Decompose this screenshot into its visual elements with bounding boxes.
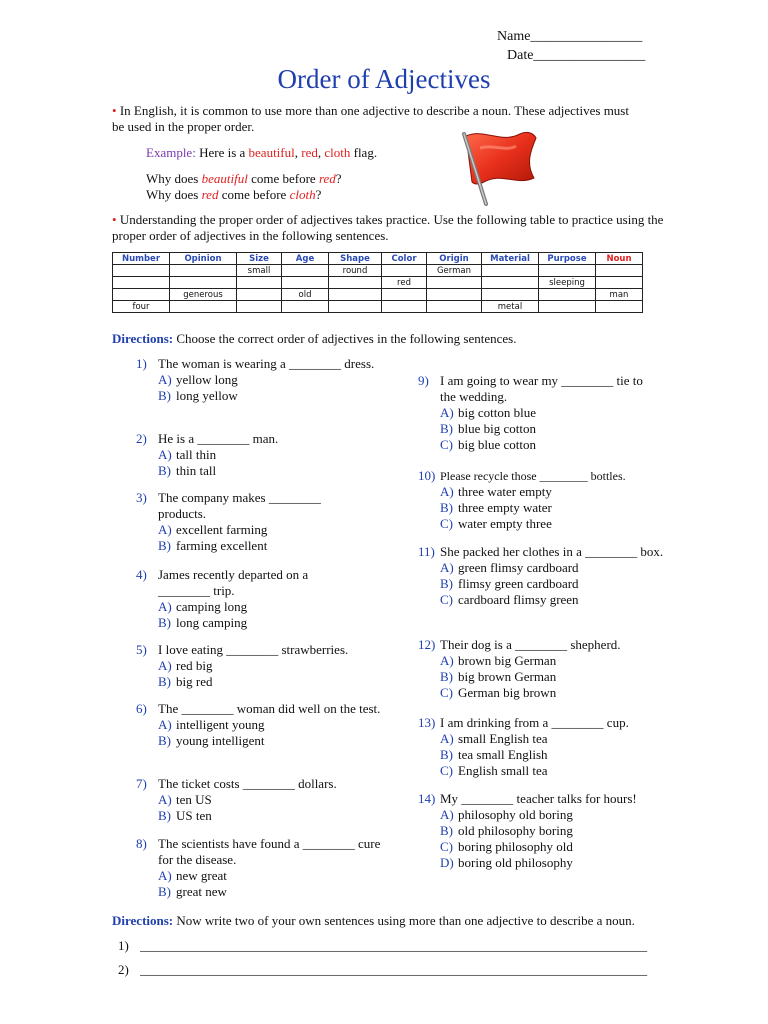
option-text: flimsy green cardboard xyxy=(458,576,579,591)
answer-option[interactable] xyxy=(158,717,381,733)
option-text: boring old philosophy xyxy=(458,855,573,870)
option-letter: C) xyxy=(440,516,453,531)
why-text: Why does xyxy=(146,187,202,202)
answer-option[interactable] xyxy=(158,733,381,749)
example-comma: , xyxy=(294,145,302,160)
question-number: 13) xyxy=(418,715,436,730)
question-text: Their dog is a ________ shepherd. xyxy=(440,637,621,652)
table-cell xyxy=(329,277,382,289)
write-line-blank: ______________________________________________________________________________ xyxy=(140,938,648,953)
directions-text: Now write two of your own sentences using more than one adjective to describe a noun. xyxy=(173,913,635,928)
why-text: come before xyxy=(218,187,290,202)
answer-option[interactable] xyxy=(158,372,376,388)
option-letter: B) xyxy=(440,823,453,838)
answer-option[interactable] xyxy=(158,808,386,824)
option-text: philosophy old boring xyxy=(458,807,573,822)
answer-option[interactable] xyxy=(158,884,386,900)
option-letter: A) xyxy=(440,653,454,668)
example-text: Here is a xyxy=(195,145,249,160)
question-10 xyxy=(418,468,688,532)
why-text: ? xyxy=(335,171,342,186)
option-text: English small tea xyxy=(458,763,548,778)
option-text: thin tall xyxy=(176,463,217,478)
bullet: • xyxy=(112,212,117,227)
question-text: She packed her clothes in a ________ box. xyxy=(440,544,664,559)
answer-option[interactable] xyxy=(158,868,386,884)
table-cell xyxy=(113,277,170,289)
col-age: Age xyxy=(282,253,329,265)
example-comma: , xyxy=(317,145,325,160)
answer-option[interactable] xyxy=(158,538,356,554)
question-13 xyxy=(418,715,678,779)
table-cell xyxy=(329,301,382,313)
table-row xyxy=(113,277,643,289)
example-word-beautiful: beautiful xyxy=(248,145,295,160)
option-text: old philosophy boring xyxy=(458,823,573,838)
question-text: The company makes ________ products. xyxy=(158,490,321,521)
question-number: 5) xyxy=(136,642,147,657)
date-field-label: Date________________ xyxy=(507,48,646,63)
answer-option[interactable] xyxy=(440,437,658,453)
question-number: 9) xyxy=(418,373,429,388)
option-letter: B) xyxy=(158,884,171,899)
directions-2 xyxy=(112,913,635,929)
intro-paragraph xyxy=(112,103,632,135)
table-cell xyxy=(113,265,170,277)
option-letter: A) xyxy=(158,599,172,614)
why-question-2 xyxy=(146,187,321,203)
table-cell: metal xyxy=(482,301,539,313)
option-text: green flimsy cardboard xyxy=(458,560,579,575)
option-text: blue big cotton xyxy=(458,421,536,436)
adjective-order-table xyxy=(112,252,643,313)
table-cell xyxy=(237,301,282,313)
option-letter: B) xyxy=(158,615,171,630)
col-origin: Origin xyxy=(427,253,482,265)
answer-option[interactable] xyxy=(440,669,678,685)
option-text: young intelligent xyxy=(176,733,265,748)
option-letter: B) xyxy=(440,421,453,436)
example-word-cloth: cloth xyxy=(324,145,351,160)
question-number: 3) xyxy=(136,490,147,505)
option-letter: B) xyxy=(158,538,171,553)
table-cell: sleeping xyxy=(539,277,596,289)
option-text: big cotton blue xyxy=(458,405,536,420)
table-cell: small xyxy=(237,265,282,277)
table-header-row xyxy=(113,253,643,265)
option-letter: A) xyxy=(158,372,172,387)
question-text: My ________ teacher talks for hours! xyxy=(440,791,637,806)
option-letter: B) xyxy=(158,463,171,478)
question-number: 11) xyxy=(418,544,435,559)
table-row xyxy=(113,301,643,313)
example-text: flag. xyxy=(350,145,378,160)
option-letter: B) xyxy=(440,576,453,591)
answer-option[interactable] xyxy=(158,447,376,463)
question-3 xyxy=(136,490,356,554)
question-text: I love eating ________ strawberries. xyxy=(158,642,349,657)
option-letter: A) xyxy=(440,731,454,746)
question-6 xyxy=(136,701,381,749)
question-11 xyxy=(418,544,668,608)
question-text: James recently departed on a ________ trip. xyxy=(158,567,309,598)
option-text: long yellow xyxy=(176,388,238,403)
question-number: 2) xyxy=(136,431,147,446)
option-text: tea small English xyxy=(458,747,548,762)
option-text: long camping xyxy=(176,615,248,630)
directions-label: Directions: xyxy=(112,913,174,928)
question-number: 1) xyxy=(136,356,147,371)
question-text: I am drinking from a ________ cup. xyxy=(440,715,629,730)
question-14 xyxy=(418,791,688,871)
option-letter: A) xyxy=(158,522,172,537)
table-cell xyxy=(482,289,539,301)
write-line-2[interactable] xyxy=(118,962,647,978)
why-text: ? xyxy=(315,187,322,202)
answer-option[interactable] xyxy=(440,685,678,701)
question-text: He is a ________ man. xyxy=(158,431,279,446)
why-text: Why does xyxy=(146,171,202,186)
practice-paragraph xyxy=(112,212,672,244)
option-text: three empty water xyxy=(458,500,552,515)
answer-option[interactable] xyxy=(440,405,658,421)
option-text: intelligent young xyxy=(176,717,265,732)
example-label: Example: xyxy=(146,145,196,160)
table-cell xyxy=(482,277,539,289)
col-shape: Shape xyxy=(329,253,382,265)
option-letter: A) xyxy=(158,868,172,883)
answer-option[interactable] xyxy=(440,823,688,839)
table-cell xyxy=(237,277,282,289)
question-number: 8) xyxy=(136,836,147,851)
option-letter: C) xyxy=(440,592,453,607)
option-text: water empty three xyxy=(458,516,552,531)
option-text: ten US xyxy=(176,792,212,807)
answer-option[interactable] xyxy=(158,522,356,538)
question-number: 7) xyxy=(136,776,147,791)
question-number: 14) xyxy=(418,791,436,806)
answer-option[interactable] xyxy=(158,615,356,631)
option-letter: B) xyxy=(158,388,171,403)
table-row xyxy=(113,289,643,301)
option-text: red big xyxy=(176,658,213,673)
question-text: The ticket costs ________ dollars. xyxy=(158,776,337,791)
why-word: red xyxy=(201,187,219,202)
write-line-1[interactable] xyxy=(118,938,647,954)
option-text: great new xyxy=(176,884,227,899)
write-line-blank: ______________________________________________________________________________ xyxy=(140,962,648,977)
table-cell xyxy=(539,289,596,301)
answer-option[interactable] xyxy=(158,599,356,615)
option-text: big blue cotton xyxy=(458,437,536,452)
question-12 xyxy=(418,637,678,701)
answer-option[interactable] xyxy=(440,421,658,437)
question-5 xyxy=(136,642,386,690)
answer-option[interactable] xyxy=(440,484,688,500)
intro-text: In English, it is common to use more than one adjective to describe a noun. These adjectives must be used in the proper order. xyxy=(112,103,629,134)
col-number: Number xyxy=(113,253,170,265)
option-letter: A) xyxy=(440,560,454,575)
option-letter: A) xyxy=(440,405,454,420)
option-letter: C) xyxy=(440,839,453,854)
option-letter: B) xyxy=(440,747,453,762)
answer-option[interactable] xyxy=(440,592,668,608)
why-question-1 xyxy=(146,171,342,187)
col-purpose: Purpose xyxy=(539,253,596,265)
answer-option[interactable] xyxy=(440,653,678,669)
table-cell xyxy=(482,265,539,277)
question-8 xyxy=(136,836,386,900)
option-letter: A) xyxy=(158,447,172,462)
table-cell xyxy=(596,277,643,289)
table-cell xyxy=(329,289,382,301)
table-cell xyxy=(427,301,482,313)
option-letter: B) xyxy=(158,674,171,689)
option-text: brown big German xyxy=(458,653,557,668)
table-cell: generous xyxy=(170,289,237,301)
table-cell xyxy=(596,265,643,277)
example-word-red: red xyxy=(301,145,318,160)
option-text: boring philosophy old xyxy=(458,839,573,854)
table-cell xyxy=(170,265,237,277)
question-2 xyxy=(136,431,376,479)
table-cell xyxy=(170,301,237,313)
option-text: three water empty xyxy=(458,484,552,499)
table-cell xyxy=(282,265,329,277)
table-cell xyxy=(427,277,482,289)
table-cell xyxy=(382,265,427,277)
question-7 xyxy=(136,776,386,824)
col-size: Size xyxy=(237,253,282,265)
option-text: big red xyxy=(176,674,213,689)
option-letter: B) xyxy=(158,733,171,748)
answer-option[interactable] xyxy=(440,855,688,871)
why-word: cloth xyxy=(289,187,316,202)
answer-option[interactable] xyxy=(440,516,688,532)
option-letter: D) xyxy=(440,855,454,870)
answer-option[interactable] xyxy=(440,731,678,747)
table-cell xyxy=(539,265,596,277)
why-text: come before xyxy=(247,171,319,186)
table-cell: German xyxy=(427,265,482,277)
option-text: camping long xyxy=(176,599,248,614)
table-cell: round xyxy=(329,265,382,277)
table-cell xyxy=(382,301,427,313)
directions-1 xyxy=(112,331,516,347)
answer-option[interactable] xyxy=(158,388,376,404)
option-text: cardboard flimsy green xyxy=(458,592,579,607)
option-text: new great xyxy=(176,868,227,883)
table-cell: old xyxy=(282,289,329,301)
example-line xyxy=(146,145,377,161)
table-cell xyxy=(427,289,482,301)
question-1 xyxy=(136,356,376,404)
option-letter: A) xyxy=(440,807,454,822)
answer-option[interactable] xyxy=(158,463,376,479)
option-letter: C) xyxy=(440,763,453,778)
table-cell xyxy=(282,301,329,313)
option-letter: A) xyxy=(440,484,454,499)
question-number: 12) xyxy=(418,637,436,652)
table-cell xyxy=(113,289,170,301)
table-cell xyxy=(282,277,329,289)
col-opinion: Opinion xyxy=(170,253,237,265)
answer-option[interactable] xyxy=(158,658,386,674)
directions-label: Directions: xyxy=(112,331,174,346)
col-material: Material xyxy=(482,253,539,265)
answer-option[interactable] xyxy=(440,839,688,855)
option-text: tall thin xyxy=(176,447,217,462)
name-field-label: Name________________ xyxy=(497,29,643,44)
question-9 xyxy=(418,373,658,453)
option-text: yellow long xyxy=(176,372,238,387)
practice-text: Understanding the proper order of adjectives takes practice. Use the following table to practice using the proper order of adjectives in the following sentences. xyxy=(112,212,664,243)
option-letter: B) xyxy=(440,669,453,684)
question-text: Please recycle those ________ bottles. xyxy=(440,469,626,483)
option-letter: A) xyxy=(158,658,172,673)
table-cell xyxy=(539,301,596,313)
answer-option[interactable] xyxy=(440,576,668,592)
option-text: US ten xyxy=(176,808,212,823)
option-text: German big brown xyxy=(458,685,557,700)
question-text: The ________ woman did well on the test. xyxy=(158,701,381,716)
table-row xyxy=(113,265,643,277)
answer-option[interactable] xyxy=(440,560,668,576)
why-word: red xyxy=(318,171,336,186)
red-flag-icon xyxy=(450,126,540,208)
answer-option[interactable] xyxy=(440,500,688,516)
answer-option[interactable] xyxy=(158,674,386,690)
answer-option[interactable] xyxy=(440,747,678,763)
option-letter: A) xyxy=(158,792,172,807)
option-letter: C) xyxy=(440,437,453,452)
col-color: Color xyxy=(382,253,427,265)
table-cell xyxy=(596,301,643,313)
question-text: The woman is wearing a ________ dress. xyxy=(158,356,375,371)
option-letter: A) xyxy=(158,717,172,732)
table-cell: red xyxy=(382,277,427,289)
table-cell xyxy=(170,277,237,289)
option-letter: B) xyxy=(440,500,453,515)
option-letter: C) xyxy=(440,685,453,700)
write-line-number: 2) xyxy=(118,962,129,977)
option-letter: B) xyxy=(158,808,171,823)
table-cell: man xyxy=(596,289,643,301)
question-number: 4) xyxy=(136,567,147,582)
option-text: excellent farming xyxy=(176,522,268,537)
option-text: farming excellent xyxy=(176,538,268,553)
table-cell xyxy=(382,289,427,301)
answer-option[interactable] xyxy=(440,807,688,823)
question-number: 10) xyxy=(418,468,436,483)
question-number: 6) xyxy=(136,701,147,716)
option-text: big brown German xyxy=(458,669,557,684)
col-noun: Noun xyxy=(596,253,643,265)
answer-option[interactable] xyxy=(158,792,386,808)
bullet: • xyxy=(112,103,117,118)
question-text: I am going to wear my ________ tie to the wedding. xyxy=(440,373,643,404)
directions-text: Choose the correct order of adjectives in the following sentences. xyxy=(173,331,517,346)
question-text: The scientists have found a ________ cure for the disease. xyxy=(158,836,381,867)
option-text: small English tea xyxy=(458,731,548,746)
question-4 xyxy=(136,567,356,631)
answer-option[interactable] xyxy=(440,763,678,779)
page-title: Order of Adjectives xyxy=(277,64,491,94)
table-cell xyxy=(237,289,282,301)
write-line-number: 1) xyxy=(118,938,129,953)
why-word: beautiful xyxy=(201,171,248,186)
table-cell: four xyxy=(113,301,170,313)
